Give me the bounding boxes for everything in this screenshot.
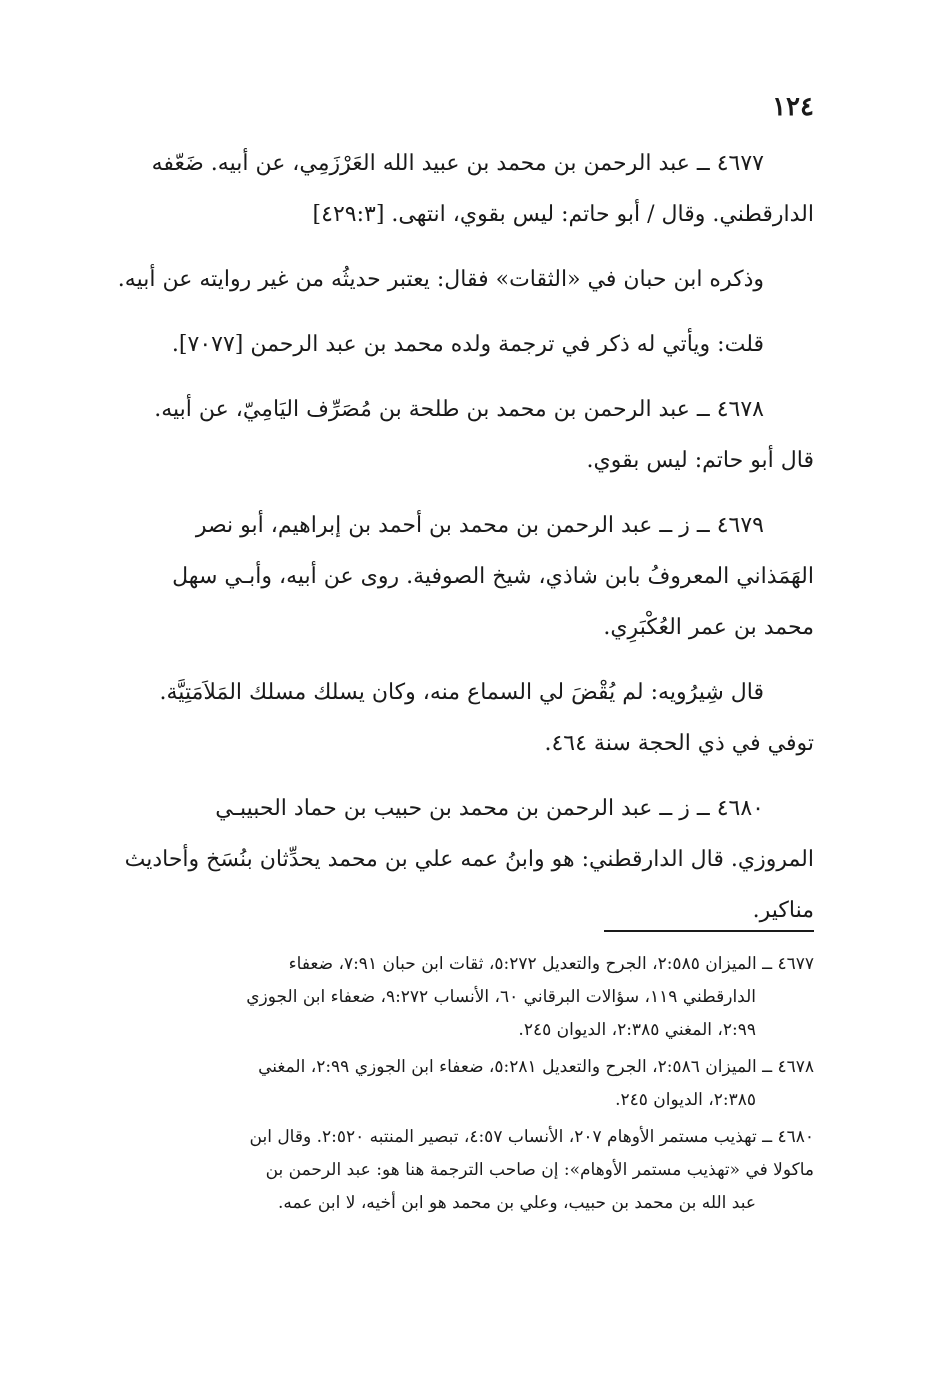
paragraph-ibn-hibban [86, 254, 814, 305]
footnote-line: ٢:٩٩، المغني ٢:٣٨٥، الديوان ٢٤٥. [518, 1020, 756, 1040]
entry-4679 [86, 500, 814, 653]
entry-line: قلت: ويأتي له ذكر في ترجمة ولده محمد بن عبد الرحمن [٧٠٧٧]. [171, 332, 764, 357]
entry-line [86, 189, 814, 240]
paragraph-shiruyah [86, 667, 814, 769]
entry-line: ٤٦٧٩ ــ ز ــ عبد الرحمن بن محمد بن أحمد بن إبراهيم، أبو نصر [195, 513, 764, 538]
footnote-line: الدارقطني ١١٩، سؤالات البرقاني ٦٠، الأنساب ٩:٢٧٢، ضعفاء ابن الجوزي [246, 987, 756, 1007]
entry-line: محمد بن عمر العُكْبَرِي. [603, 615, 814, 640]
entry-line: ٤٦٨٠ ــ ز ــ عبد الرحمن بن محمد بن حبيب بن حماد الحبيبـي [215, 796, 764, 821]
entry-line: قال شِيرُويه: لم يُقْضَ لي السماع منه، وكان يسلك مسلك المَلاَمَتِيَّة. [159, 680, 764, 705]
entry-line: وذكره ابن حبان في «الثقات» فقال: يعتبر حديثُه من غير روايته عن أبيه. [117, 267, 764, 292]
book-page [86, 90, 814, 1213]
entry-line: ٤٦٧٧ ــ عبد الرحمن بن محمد بن عبيد الله العَرْزَمِي، عن أبيه. ضَعّفه [151, 151, 764, 176]
entry-4678 [86, 384, 814, 486]
footnote-line: ٤٦٧٧ ــ الميزان ٢:٥٨٥، الجرح والتعديل ٥:٢٧٢، ثقات ابن حبان ٧:٩١، ضعفاء [288, 954, 814, 974]
entry-line: توفي في ذي الحجة سنة ٤٦٤. [544, 731, 814, 756]
entry-line: الهَمَذاني المعروفُ بابن شاذي، شيخ الصوفية. روى عن أبيه، وأبـي سهل [172, 564, 814, 589]
footnotes [86, 948, 814, 1224]
entry-line: ٤٦٧٨ ــ عبد الرحمن بن محمد بن طلحة بن مُصَرِّف اليَامِيّ، عن أبيه. [154, 397, 764, 422]
page-number: ١٢٤ [772, 92, 814, 122]
volume-page-reference: [٤٢٩:٣] [312, 202, 385, 227]
footnote-separator [604, 930, 814, 932]
footnote-line: ٢:٣٨٥، الديوان ٢٤٥. [615, 1090, 756, 1110]
footnote-line: عبد الله بن محمد بن حبيب، وعلي بن محمد هو ابن أخيه، لا ابن عمه. [278, 1193, 756, 1213]
footnote-line: ٤٦٧٨ ــ الميزان ٢:٥٨٦، الجرح والتعديل ٥:٢٨١، ضعفاء ابن الجوزي ٢:٩٩، المغني [258, 1057, 814, 1077]
footnote-4677 [86, 948, 814, 1047]
entry-line: قال أبو حاتم: ليس بقوي. [586, 448, 814, 473]
paragraph-qultu [86, 319, 814, 370]
entry-4677 [86, 138, 814, 240]
entry-4680 [86, 783, 814, 936]
entry-line: مناكير. [752, 898, 814, 923]
footnote-line: ماكولا في «تهذيب مستمر الأوهام»: إن صاحب الترجمة هنا هو: عبد الرحمن بن [265, 1160, 814, 1180]
footnote-line: ٤٦٨٠ ــ تهذيب مستمر الأوهام ٢٠٧، الأنساب ٤:٥٧، تبصير المنتبه ٢:٥٢٠. وقال ابن [249, 1127, 814, 1147]
footnote-4678 [86, 1051, 814, 1117]
entry-line: المروزي. قال الدارقطني: هو وابنُ عمه علي بن محمد يحدِّثان بنُسَخ وأحاديث [124, 847, 814, 872]
entry-line-text: الدارقطني. وقال / أبو حاتم: ليس بقوي، انتهى. [391, 202, 814, 227]
footnote-4680 [86, 1121, 814, 1220]
